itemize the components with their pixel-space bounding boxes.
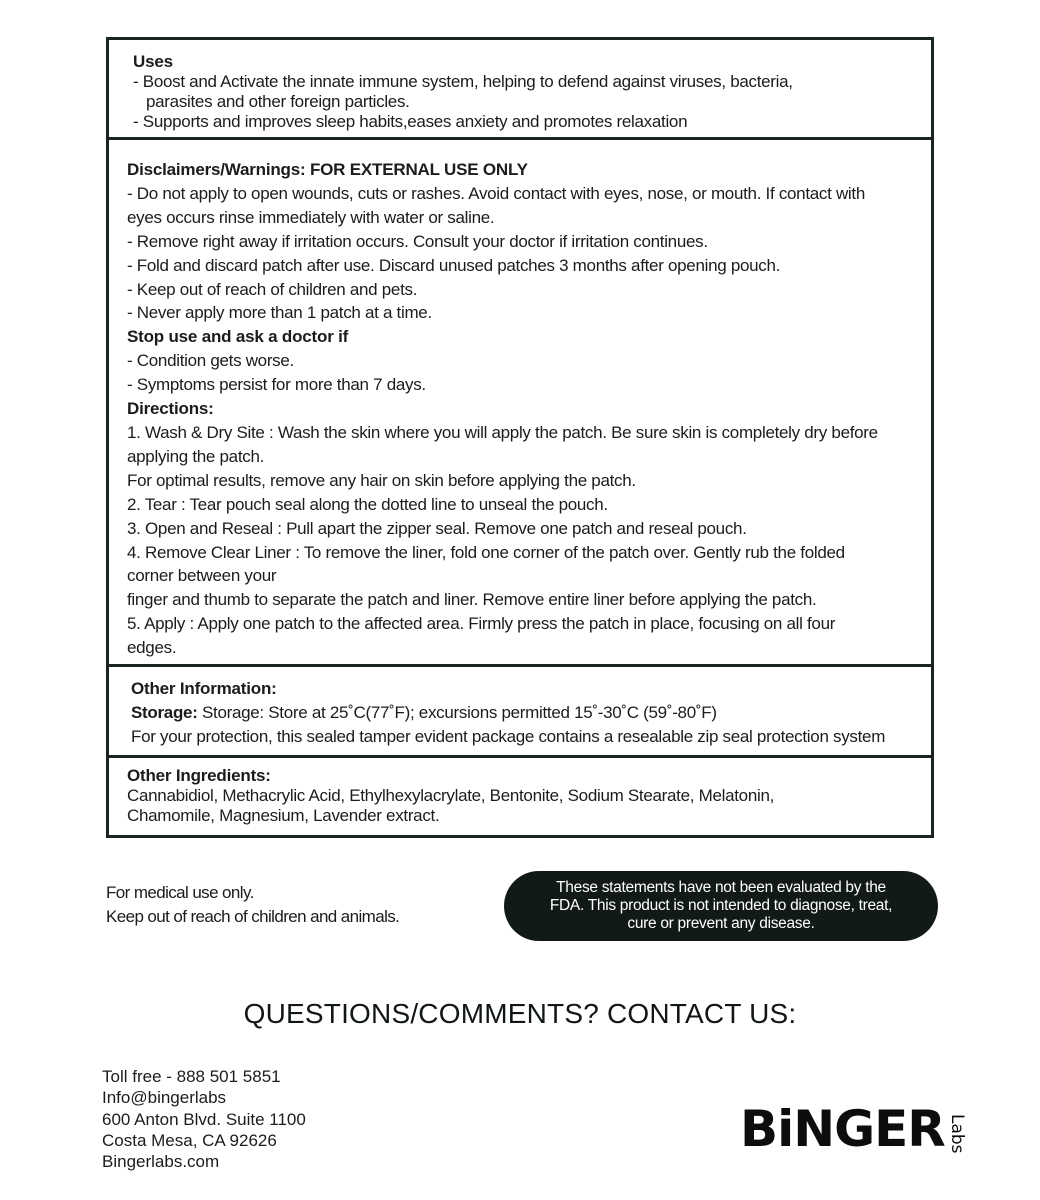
direction-line: 1. Wash & Dry Site : Wash the skin where you will apply the patch. Be sure skin is completely dry before <box>127 422 878 442</box>
fda-disclaimer-badge <box>504 871 938 941</box>
direction-line: corner between your <box>127 566 277 586</box>
direction-line: finger and thumb to separate the patch and liner. Remove entire liner before applying the patch. <box>127 590 817 610</box>
stop-use-line: - Symptoms persist for more than 7 days. <box>127 375 426 395</box>
ingredients-heading: Other Ingredients: <box>127 766 271 785</box>
storage-line <box>131 701 931 725</box>
warning-line: - Never apply more than 1 patch at a time. <box>127 303 432 323</box>
uses-item: - Supports and improves sleep habits,eases anxiety and promotes relaxation <box>133 112 688 131</box>
warnings-panel <box>106 137 934 667</box>
stop-use-heading: Stop use and ask a doctor if <box>127 327 349 347</box>
direction-line: edges. <box>127 638 177 658</box>
fda-line: FDA. This product is not intended to diagnose, treat, <box>549 897 893 914</box>
fda-line: These statements have not been evaluated by the <box>556 879 886 896</box>
contact-info <box>102 1066 306 1172</box>
uses-panel <box>106 37 934 140</box>
other-info-heading: Other Information: <box>131 679 277 698</box>
note-line: Keep out of reach of children and animals. <box>106 907 400 926</box>
storage-text: Storage: Store at 25˚C(77˚F); excursions permitted 15˚-30˚C (59˚-80˚F) <box>197 703 717 722</box>
note-line: For medical use only. <box>106 883 254 902</box>
contact-address-street: 600 Anton Blvd. Suite 1100 <box>102 1109 306 1129</box>
uses-item: parasites and other foreign particles. <box>146 92 410 111</box>
warnings-heading: Disclaimers/Warnings: FOR EXTERNAL USE ONLY <box>127 160 528 179</box>
warning-line: - Keep out of reach of children and pets. <box>127 279 418 299</box>
direction-line: 2. Tear : Tear pouch seal along the dotted line to unseal the pouch. <box>127 494 608 514</box>
uses-item: - Boost and Activate the innate immune system, helping to defend against viruses, bacteria, <box>133 72 793 91</box>
direction-line: 4. Remove Clear Liner : To remove the liner, fold one corner of the patch over. Gently rub the folded <box>127 542 845 562</box>
direction-line: For optimal results, remove any hair on skin before applying the patch. <box>127 470 636 490</box>
direction-line: 3. Open and Reseal : Pull apart the zipper seal. Remove one patch and reseal pouch. <box>127 518 747 538</box>
protection-line: For your protection, this sealed tamper evident package contains a resealable zip seal protection system <box>131 727 886 746</box>
contact-website: Bingerlabs.com <box>102 1152 220 1172</box>
ingredients-line: Cannabidiol, Methacrylic Acid, Ethylhexylacrylate, Bentonite, Sodium Stearate, Melatonin, <box>127 786 775 805</box>
direction-line: applying the patch. <box>127 446 265 466</box>
fda-line: cure or prevent any disease. <box>627 915 815 932</box>
warning-line: eyes occurs rinse immediately with water or saline. <box>127 207 495 227</box>
warning-line: - Fold and discard patch after use. Discard unused patches 3 months after opening pouch. <box>127 255 781 275</box>
contact-address-city: Costa Mesa, CA 92626 <box>102 1130 277 1150</box>
contact-phone: Toll free - 888 501 5851 <box>102 1067 281 1086</box>
other-info-panel <box>106 664 934 758</box>
warning-line: - Do not apply to open wounds, cuts or rashes. Avoid contact with eyes, nose, or mouth. If contact with <box>127 183 865 203</box>
logo-wordmark: BiNGER <box>740 1100 945 1158</box>
stop-use-line: - Condition gets worse. <box>127 351 294 371</box>
direction-line: 5. Apply : Apply one patch to the affected area. Firmly press the patch in place, focusing on all four <box>127 614 836 634</box>
contact-heading: QUESTIONS/COMMENTS? CONTACT US: <box>243 998 797 1029</box>
binger-labs-logo <box>740 1094 989 1158</box>
storage-label: Storage: <box>131 703 198 722</box>
warning-line: - Remove right away if irritation occurs. Consult your doctor if irritation continues. <box>127 231 708 251</box>
directions-heading: Directions: <box>127 399 214 419</box>
ingredients-panel <box>106 755 934 838</box>
contact-email: Info@bingerlabs <box>102 1088 227 1108</box>
ingredients-line: Chamomile, Magnesium, Lavender extract. <box>127 806 440 825</box>
uses-heading: Uses <box>133 52 173 71</box>
medical-use-note <box>106 881 399 929</box>
logo-labs-text: Labs <box>946 1114 967 1154</box>
